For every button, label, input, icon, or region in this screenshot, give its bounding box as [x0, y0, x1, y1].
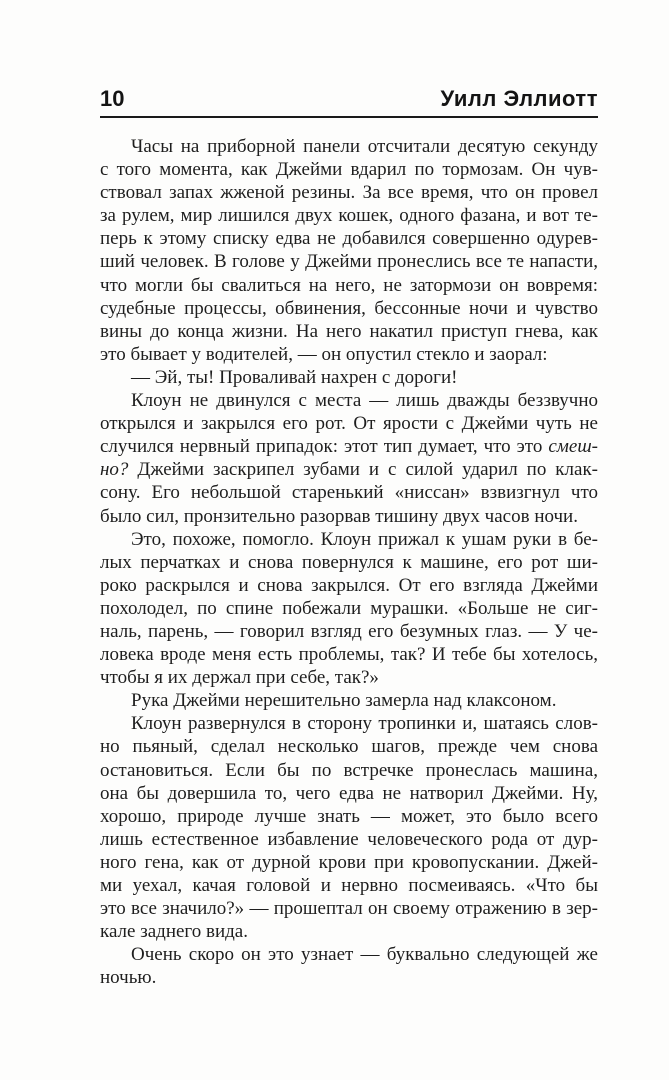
text-line — [100, 227, 598, 250]
text-line — [100, 943, 598, 966]
text-line — [100, 297, 598, 320]
text-segment: остановиться. Если бы по встречке пронеслась машина, — [100, 759, 598, 781]
text-line — [100, 481, 598, 504]
paragraph — [100, 689, 598, 712]
text-segment: Это, похоже, помогло. Клоун прижал к ушам руки в бе- — [131, 528, 598, 550]
page-body — [100, 135, 598, 989]
text-line — [100, 620, 598, 643]
running-header — [100, 87, 598, 111]
text-line — [100, 135, 598, 158]
paragraph — [100, 366, 598, 389]
italic-text: но? — [100, 459, 129, 481]
text-segment: Клоун не двинулся с места — лишь дважды беззвучно — [131, 390, 598, 412]
text-segment: судебные процессы, обвинения, бессонные ночи и чувство — [100, 297, 598, 319]
text-line — [100, 712, 598, 735]
text-segment: Часы на приборной панели отсчитали десятую секунду — [131, 136, 598, 157]
text-line — [100, 666, 598, 689]
text-line — [100, 782, 598, 805]
text-segment: ми уехал, качая головой и нервно посмеиваясь. «Что бы — [100, 875, 598, 896]
text-line — [100, 735, 598, 758]
text-segment: ший человек. В голове у Джейми пронеслись все те напасти, — [100, 251, 598, 273]
running-head-author: Уилл Эллиотт — [440, 86, 598, 111]
text-segment: перь к этому списку едва не добавился совершенно одурев- — [100, 228, 598, 250]
text-segment: Джейми заскрипел зубами и с силой ударил по клак- — [128, 459, 598, 481]
text-segment: ловека вроде меня есть проблемы, так? И тебе бы хотелось, — [100, 644, 598, 666]
text-line — [100, 528, 598, 551]
text-segment: она бы довершила то, чего едва не натворил Джейми. Ну, — [100, 782, 598, 804]
text-segment: Клоун развернулся в сторону тропинки и, шатаясь слов- — [131, 713, 598, 735]
text-segment: кале заднего вида. — [100, 921, 248, 943]
text-line — [100, 805, 598, 828]
text-line — [100, 643, 598, 666]
text-line — [100, 897, 598, 920]
text-segment: случился нервный припадок: этот тип думает, что это — [100, 436, 549, 458]
header-rule — [100, 116, 598, 118]
text-segment: — Эй, ты! Проваливай нахрен с дороги! — [131, 366, 458, 388]
paragraph — [100, 528, 598, 690]
paragraph — [100, 943, 598, 989]
text-line — [100, 274, 598, 297]
text-segment: это все значило?» — прошептал он своему отражению в зер- — [100, 898, 598, 920]
text-line — [100, 828, 598, 851]
text-line — [100, 366, 598, 389]
text-segment: вины до конца жизни. На него накатил приступ гнева, как — [100, 320, 598, 342]
text-segment: сону. Его небольшой старенький «ниссан» взвизгнул что — [100, 482, 598, 504]
text-line — [100, 412, 598, 435]
text-line — [100, 389, 598, 412]
text-line — [100, 204, 598, 227]
text-line — [100, 250, 598, 273]
text-line — [100, 320, 598, 343]
page-number: 10 — [100, 86, 125, 111]
text-segment: ного гена, как от дурной крови при кровопускании. Джей- — [100, 851, 598, 873]
text-line — [100, 435, 598, 458]
paragraph — [100, 135, 598, 366]
text-segment: было сил, пронзительно разорвав тишину двух часов ночи. — [100, 505, 578, 527]
text-line — [100, 158, 598, 181]
text-line — [100, 851, 598, 874]
text-segment: Очень скоро он это узнает — буквально следующей же — [131, 944, 598, 966]
text-line — [100, 551, 598, 574]
text-segment: ночью. — [100, 967, 157, 989]
text-line — [100, 343, 598, 366]
text-line — [100, 574, 598, 597]
text-line — [100, 597, 598, 620]
italic-text: смеш- — [548, 436, 598, 458]
text-line — [100, 181, 598, 204]
text-line — [100, 689, 598, 712]
text-segment: лишь естественное избавление человеческого рода от дур- — [100, 828, 598, 850]
text-line — [100, 966, 598, 989]
text-segment: что могли бы свалиться на него, не затормози он вовремя: — [100, 274, 598, 296]
text-segment: с того момента, как Джейми вдарил по тормозам. Он чув- — [100, 159, 598, 181]
text-segment: лых перчатках и снова повернулся к машине, его рот ши- — [100, 551, 598, 573]
text-segment: наль, парень, — говорил взгляд его безумных глаз. — У че- — [100, 620, 598, 642]
text-line — [100, 759, 598, 782]
text-line — [100, 505, 598, 528]
paragraph — [100, 389, 598, 528]
text-segment: чтобы я их держал при себе, так?» — [100, 667, 379, 689]
paragraph — [100, 712, 598, 943]
text-segment: похолодел, по спине побежали мурашки. «Больше не сиг- — [100, 597, 598, 619]
text-segment: открылся и закрылся его рот. От ярости с Джейми чуть не — [100, 413, 598, 435]
text-segment: хорошо, природе лучше знать — может, это было всего — [100, 805, 598, 827]
text-line — [100, 920, 598, 943]
text-line — [100, 874, 598, 897]
text-segment: роко раскрылся и снова закрылся. От его взгляда Джейми — [100, 574, 598, 596]
text-segment: за рулем, мир лишился двух кошек, одного фазана, и вот те- — [100, 205, 598, 227]
text-segment: но пьяный, сделал несколько шагов, прежде чем снова — [100, 736, 598, 758]
text-segment: это бывает у водителей, — он опустил стекло и заорал: — [100, 343, 548, 365]
text-line — [100, 458, 598, 481]
text-segment: Рука Джейми нерешительно замерла над клаксоном. — [131, 690, 557, 712]
text-segment: ствовал запах жженой резины. За все время, что он провел — [100, 182, 598, 204]
